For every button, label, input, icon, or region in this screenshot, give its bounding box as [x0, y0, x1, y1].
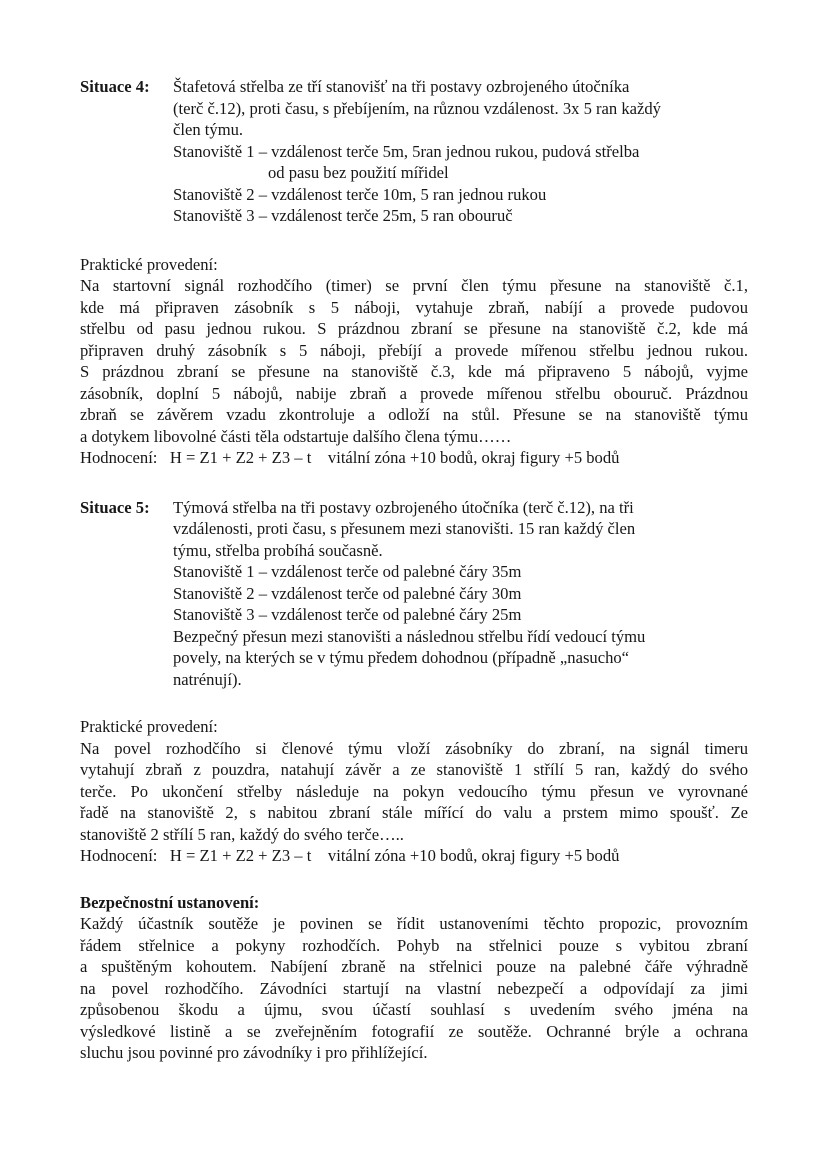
- text-line: člen týmu.: [173, 120, 244, 139]
- text-line: Na startovní signál rozhodčího (timer) se první člen týmu přesune na stanoviště č.1,: [80, 276, 748, 295]
- text-line: (terč č.12), proti času, s přebíjením, na různou vzdálenost. 3x 5 ran každý: [173, 98, 661, 118]
- situace-5-body: [173, 497, 748, 691]
- text-line: Každý účastník soutěže je povinen se řídit ustanoveními těchto propozic, provozním: [80, 914, 748, 933]
- text-line: týmu, střelba probíhá současně.: [173, 540, 383, 560]
- practical-execution-2: [80, 716, 748, 867]
- text-line: zásobník, doplní 5 nábojů, nabije zbraň a provede mířenou střelbu obouruč. Prázdnou: [80, 383, 748, 403]
- text-line: způsobenou škodu a újmu, svou účastí souhlasí s uvedením svého jména na: [80, 1000, 748, 1019]
- scoring-line: Hodnocení: H = Z1 + Z2 + Z3 – t vitální zóna +10 bodů, okraj figury +5 bodů: [80, 846, 620, 865]
- text-line: na povel rozhodčího. Závodníci startují na vlastní nebezpečí a odpovídají za jimi: [80, 978, 748, 998]
- text-line: kde má připraven zásobník s 5 náboji, vytahuje zbraň, nabíjí a provede pudovou: [80, 297, 748, 317]
- section-situace-4: [80, 76, 748, 227]
- text-line: střelbu od pasu jednou rukou. S prázdnou zbraní se přesune na stanoviště č.2, kde má: [80, 319, 748, 338]
- text-line: stanoviště 2 střílí 5 ran, každý do svého terče…..: [80, 824, 404, 844]
- text-line: sluchu jsou povinné pro závodníky i pro přihlížející.: [80, 1043, 428, 1062]
- text-line: Týmová střelba na tři postavy ozbrojeného útočníka (terč č.12), na tři: [173, 497, 634, 517]
- text-line: Stanoviště 1 – vzdálenost terče od palebné čáry 35m: [173, 562, 522, 581]
- situace-5-label: Situace 5:: [80, 497, 150, 517]
- situace-4-label: Situace 4:: [80, 77, 150, 96]
- safety-provisions: [80, 892, 748, 1064]
- safety-heading: Bezpečnostní ustanovení:: [80, 892, 260, 912]
- text-line: a dotykem libovolné části těla odstartuje dalšího člena týmu……: [80, 426, 512, 446]
- text-line: Stanoviště 1 – vzdálenost terče 5m, 5ran jednou rukou, pudová střelba: [173, 141, 640, 161]
- text-line: připraven druhý zásobník s 5 náboji, přebíjí a provede mířenou střelbu jednou rukou.: [80, 340, 748, 360]
- text-line: vytahují zbraň z pouzdra, natahují závěr a ze stanoviště 1 střílí 5 ran, každý do svého: [80, 760, 748, 779]
- text-line: Stanoviště 3 – vzdálenost terče od palebné čáry 25m: [173, 605, 522, 624]
- text-line: zbraň se závěrem vzadu zkontroluje a odloží na stůl. Přesune se na stanoviště týmu: [80, 405, 748, 424]
- text-line: S prázdnou zbraní se přesune na stanoviště č.3, kde má připraveno 5 nábojů, vyjme: [80, 362, 748, 381]
- text-line: Stanoviště 2 – vzdálenost terče 10m, 5 ran jednou rukou: [173, 184, 547, 204]
- text-line: Štafetová střelba ze tří stanovišť na tři postavy ozbrojeného útočníka: [173, 77, 630, 96]
- text-line: výsledkové listině a se zveřejněním fotografií ze soutěže. Ochranné brýle a ochrana: [80, 1021, 748, 1041]
- scoring-line: Hodnocení: H = Z1 + Z2 + Z3 – t vitální zóna +10 bodů, okraj figury +5 bodů: [80, 448, 620, 467]
- text-line: povely, na kterých se v týmu předem dohodnou (případně „nasucho“: [173, 648, 630, 667]
- text-line: řádem střelnice a pokyny rozhodčích. Pohyb na střelnici pouze s vybitou zbraní: [80, 935, 748, 955]
- text-line: Na povel rozhodčího si členové týmu vloží zásobníky do zbraní, na signál timeru: [80, 738, 748, 758]
- practical-execution-1: [80, 254, 748, 469]
- practical-heading: Praktické provedení:: [80, 254, 218, 274]
- text-line: natrénují).: [173, 669, 242, 689]
- situace-4-body: [173, 76, 748, 227]
- text-line: Stanoviště 2 – vzdálenost terče od palebné čáry 30m: [173, 583, 522, 603]
- text-line: od pasu bez použití mířidel: [268, 163, 449, 182]
- text-line: a spuštěným kohoutem. Nabíjení zbraně na střelnici pouze na palebné čáře výhradně: [80, 957, 748, 976]
- text-line: vzdálenosti, proti času, s přesunem mezi stanovišti. 15 ran každý člen: [173, 519, 636, 538]
- section-situace-5: [80, 497, 748, 691]
- text-line: terče. Po ukončení střelby následuje na pokyn vedoucího týmu přesun ve vyrovnané: [80, 781, 748, 801]
- text-line: Bezpečný přesun mezi stanovišti a následnou střelbu řídí vedoucí týmu: [173, 626, 646, 646]
- text-line: řadě na stanoviště 2, s nabitou zbraní stále mířící do valu a prstem mimo spoušť. Ze: [80, 803, 748, 822]
- practical-heading: Praktické provedení:: [80, 717, 218, 736]
- text-line: Stanoviště 3 – vzdálenost terče 25m, 5 ran obouruč: [173, 206, 513, 225]
